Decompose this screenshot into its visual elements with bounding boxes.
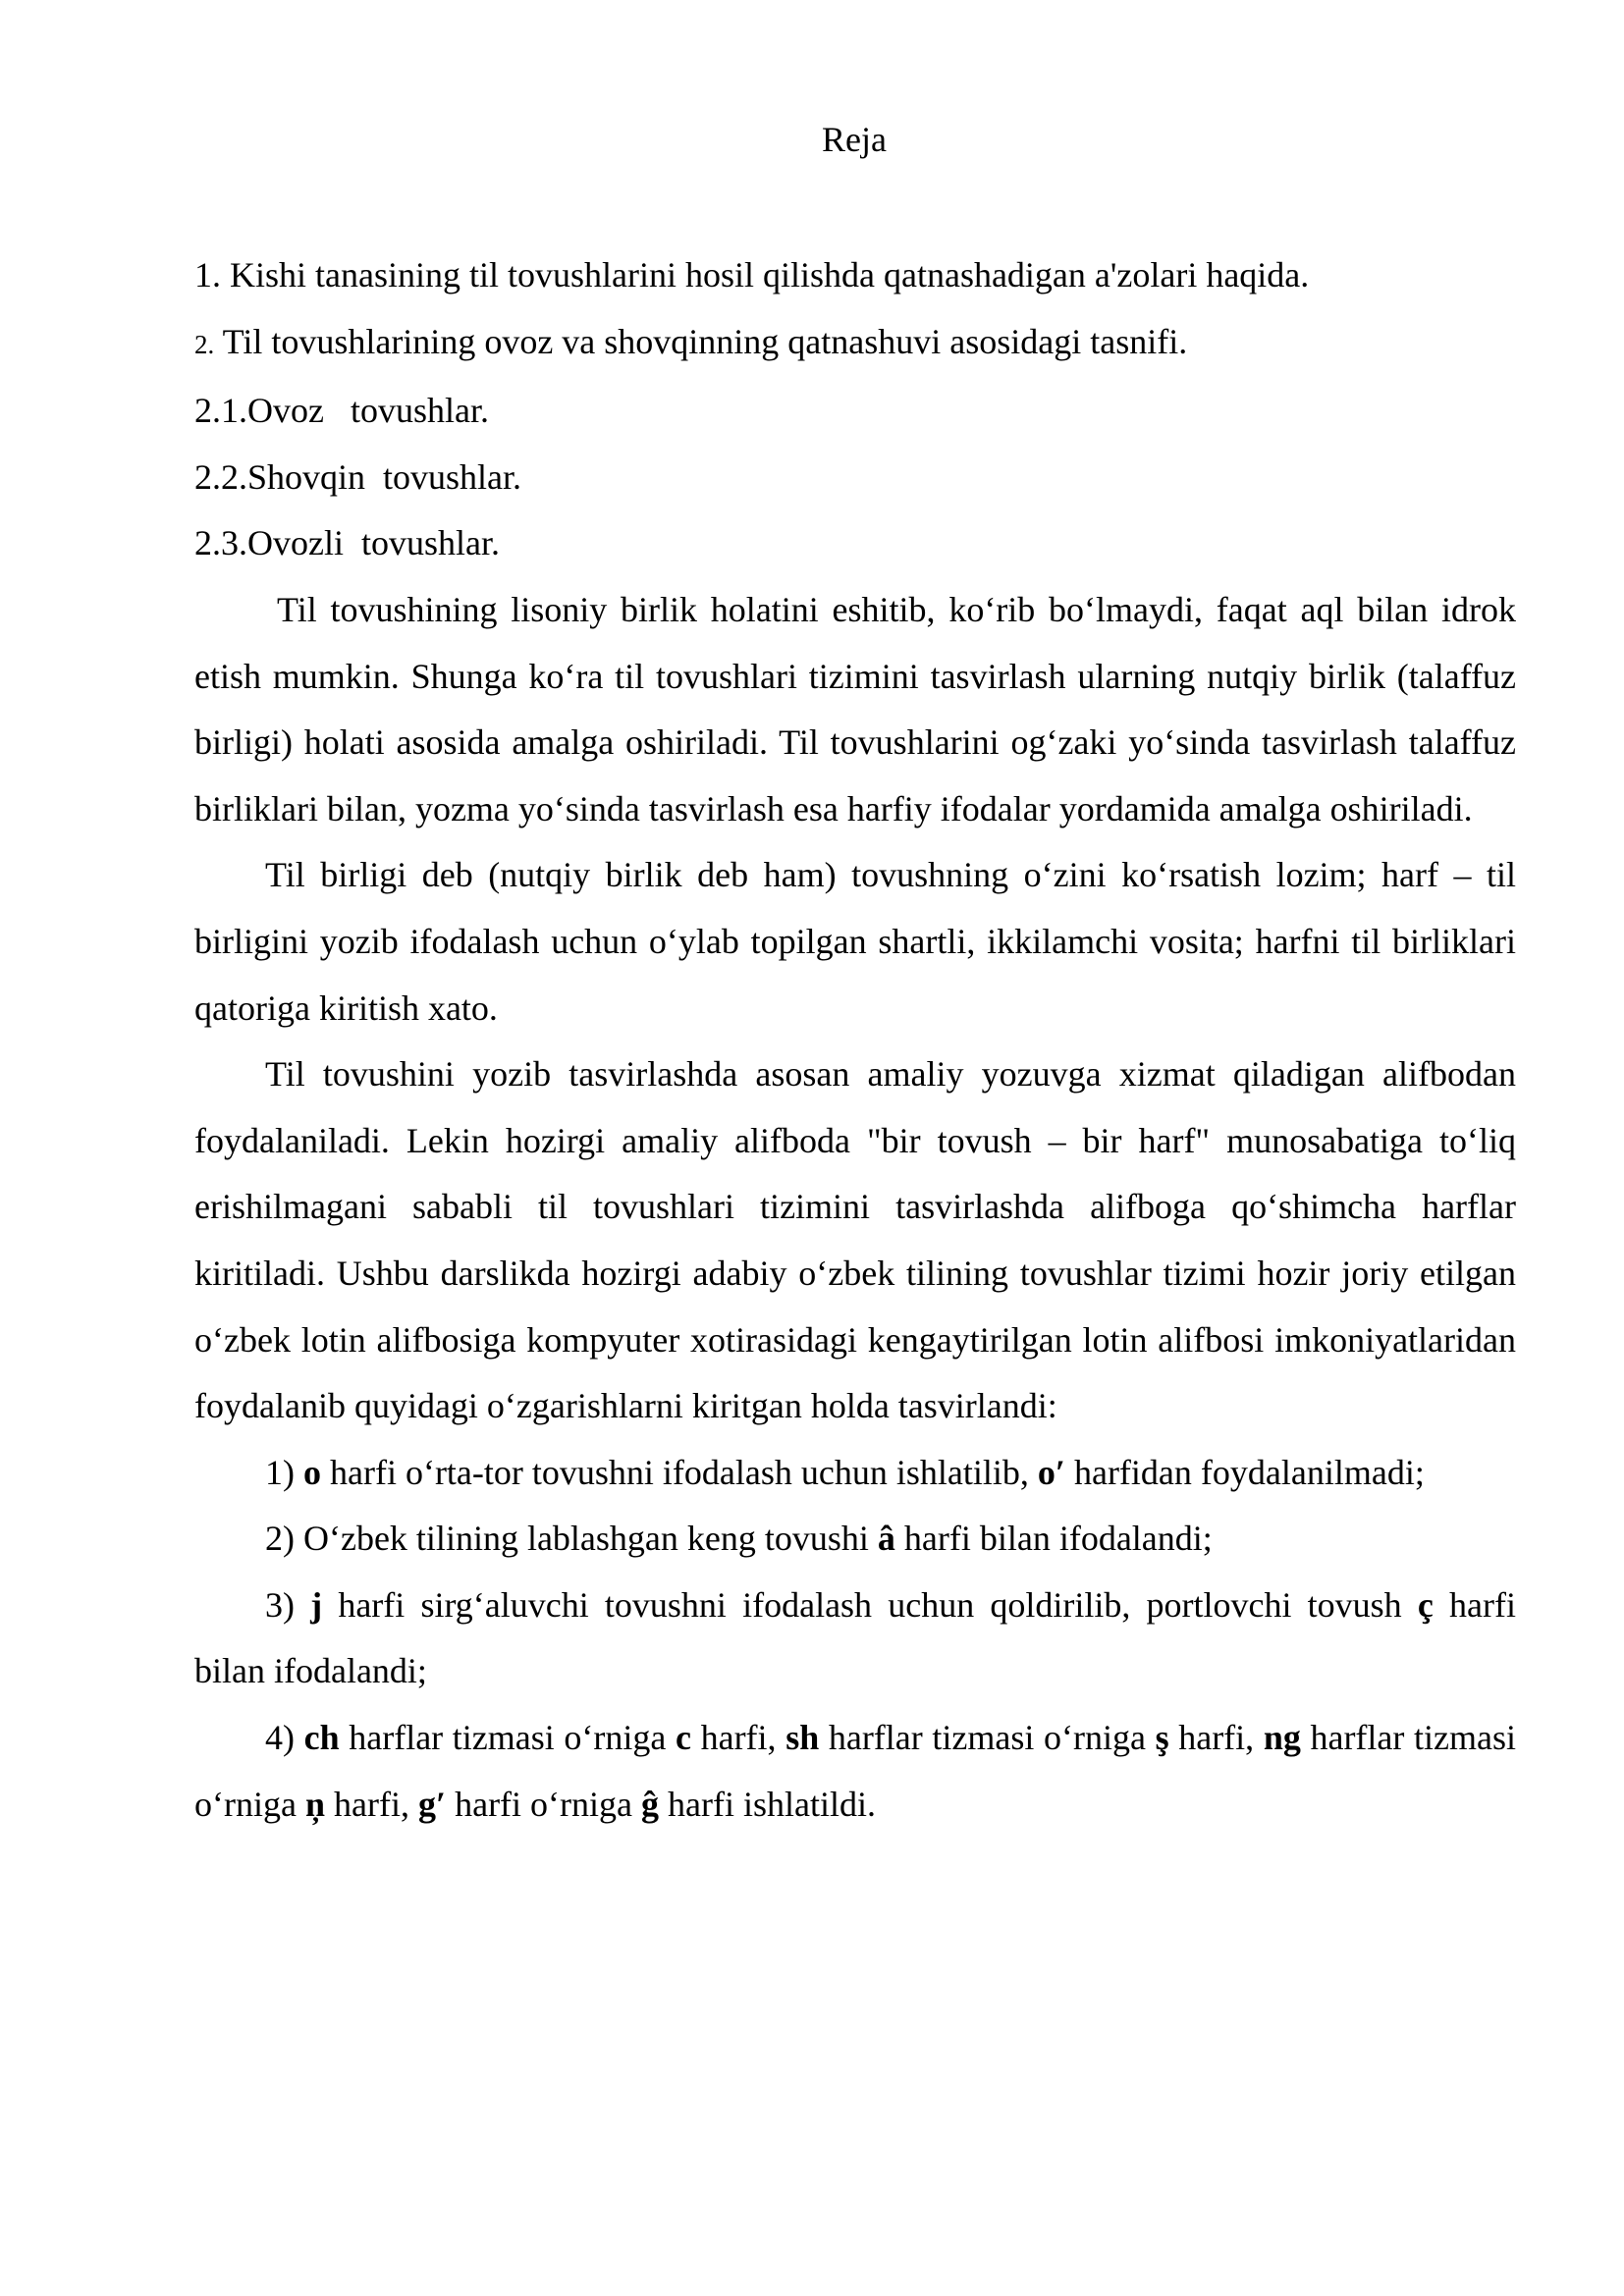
list-text: harfi, bbox=[690, 1718, 786, 1758]
bold-letter: j bbox=[310, 1584, 323, 1625]
bold-letter: ņ bbox=[304, 1784, 325, 1824]
list-text: harfi sirgʻaluvchi tovushni ifodalash uchun qoldirilib, portlovchi tovush bbox=[322, 1584, 1418, 1625]
plan-number: 1. bbox=[194, 255, 221, 294]
bold-letter: ng bbox=[1263, 1718, 1301, 1758]
bold-letter: ĝ bbox=[641, 1784, 660, 1824]
bold-letter: oʹ bbox=[1037, 1452, 1065, 1492]
bold-letter: sh bbox=[785, 1718, 820, 1758]
list-text: harflar tizmasi oʻrniga bbox=[194, 1718, 1516, 1824]
plan-text: Til tovushlarining ovoz va shovqinning qatnashuvi asosidagi tasnifi. bbox=[214, 321, 1188, 361]
plan-item-2-1: 2.1.Ovoz tovushlar. bbox=[194, 391, 489, 431]
paragraph: Til tovushini yozib tasvirlashda asosan amaliy yozuvga xizmat qiladigan alifbodan foydalaniladi. Lekin hozirgi amaliy alifboda "bir tovush – bir harf" munosabatiga toʻliq erishilmagani sababli til tovushlari tizimini tasvirlashda alifboga qoʻshimcha harflar kiritiladi. Ushbu darslikda hozirgi adabiy oʻzbek tilining tovushlar tizimi hozir joriy etilgan oʻzbek lotin alifbosiga kompyuter xotirasidagi kengaytirilgan lotin alifbosi imkoniyatlaridan foydalanib quyidagi oʻzgarishlarni kiritgan holda tasvirlandi: bbox=[194, 1054, 1516, 1426]
bold-letter: â bbox=[877, 1519, 895, 1559]
list-text: harfi bilan ifodalandi; bbox=[894, 1519, 1213, 1559]
plan-item-1 bbox=[194, 242, 1516, 309]
list-item-3 bbox=[194, 1573, 1516, 1705]
list-text: harfi ishlatildi. bbox=[659, 1784, 876, 1824]
document-body bbox=[194, 242, 1516, 1838]
bold-letter: ç bbox=[1417, 1584, 1434, 1625]
plan-text: Kishi tanasining til tovushlarini hosil qilishda qatnashadigan a'zolari haqida. bbox=[221, 255, 1310, 294]
bold-letter: o bbox=[303, 1452, 321, 1492]
list-text: 2) Oʻzbek tilining lablashgan keng tovushi bbox=[265, 1519, 878, 1559]
list-text: harflar tizmasi oʻrniga bbox=[339, 1718, 676, 1758]
plan-item-2-3: 2.3.Ovozli tovushlar. bbox=[194, 523, 500, 563]
list-text: harfi oʻrniga bbox=[446, 1784, 642, 1824]
bold-letter: c bbox=[675, 1718, 691, 1758]
list-item-2 bbox=[194, 1506, 1516, 1573]
list-text: harfi bilan ifodalandi; bbox=[194, 1584, 1516, 1691]
plan-number: 2. bbox=[194, 329, 215, 359]
list-marker: 1) bbox=[265, 1452, 303, 1492]
document-title: Reja bbox=[822, 120, 887, 159]
list-text: harflar tizmasi oʻrniga bbox=[819, 1718, 1156, 1758]
list-marker: 4) bbox=[265, 1718, 304, 1758]
list-item-4 bbox=[194, 1705, 1516, 1838]
list-text: harfidan foydalanilmadi; bbox=[1064, 1452, 1425, 1492]
paragraph: Til birligi deb (nutqiy birlik deb ham) tovushning oʻzini koʻrsatish lozim; harf – til birligini yozib ifodalash uchun oʻylab topilgan shartli, ikkilamchi vosita; harfni til birliklari qatoriga kiritish xato. bbox=[194, 855, 1516, 1028]
bold-letter: ş bbox=[1155, 1718, 1169, 1758]
paragraph: Til tovushining lisoniy birlik holatini eshitib, koʻrib boʻlmaydi, faqat aql bilan idrok etish mumkin. Shunga koʻra til tovushlari tizimini tasvirlash ularning nutqiy birlik (talaffuz birligi) holati asosida amalga oshiriladi. Til tovushlarini ogʻzaki yoʻsinda tasvirlash talaffuz birliklari bilan, yozma yoʻsinda tasvirlash esa harfiy ifodalar yordamida amalga oshiriladi. bbox=[194, 589, 1516, 828]
plan-item-2-2: 2.2.Shovqin tovushlar. bbox=[194, 456, 522, 497]
list-item-1 bbox=[194, 1440, 1516, 1507]
plan-item-2 bbox=[194, 309, 1516, 379]
bold-letter: ch bbox=[303, 1718, 340, 1758]
list-marker: 3) bbox=[265, 1584, 311, 1625]
list-text: harfi, bbox=[1168, 1718, 1264, 1758]
bold-letter: gʹ bbox=[417, 1784, 447, 1824]
list-text: harfi, bbox=[325, 1784, 418, 1824]
list-text: harfi oʻrta-tor tovushni ifodalash uchun ishlatilib, bbox=[321, 1452, 1038, 1492]
